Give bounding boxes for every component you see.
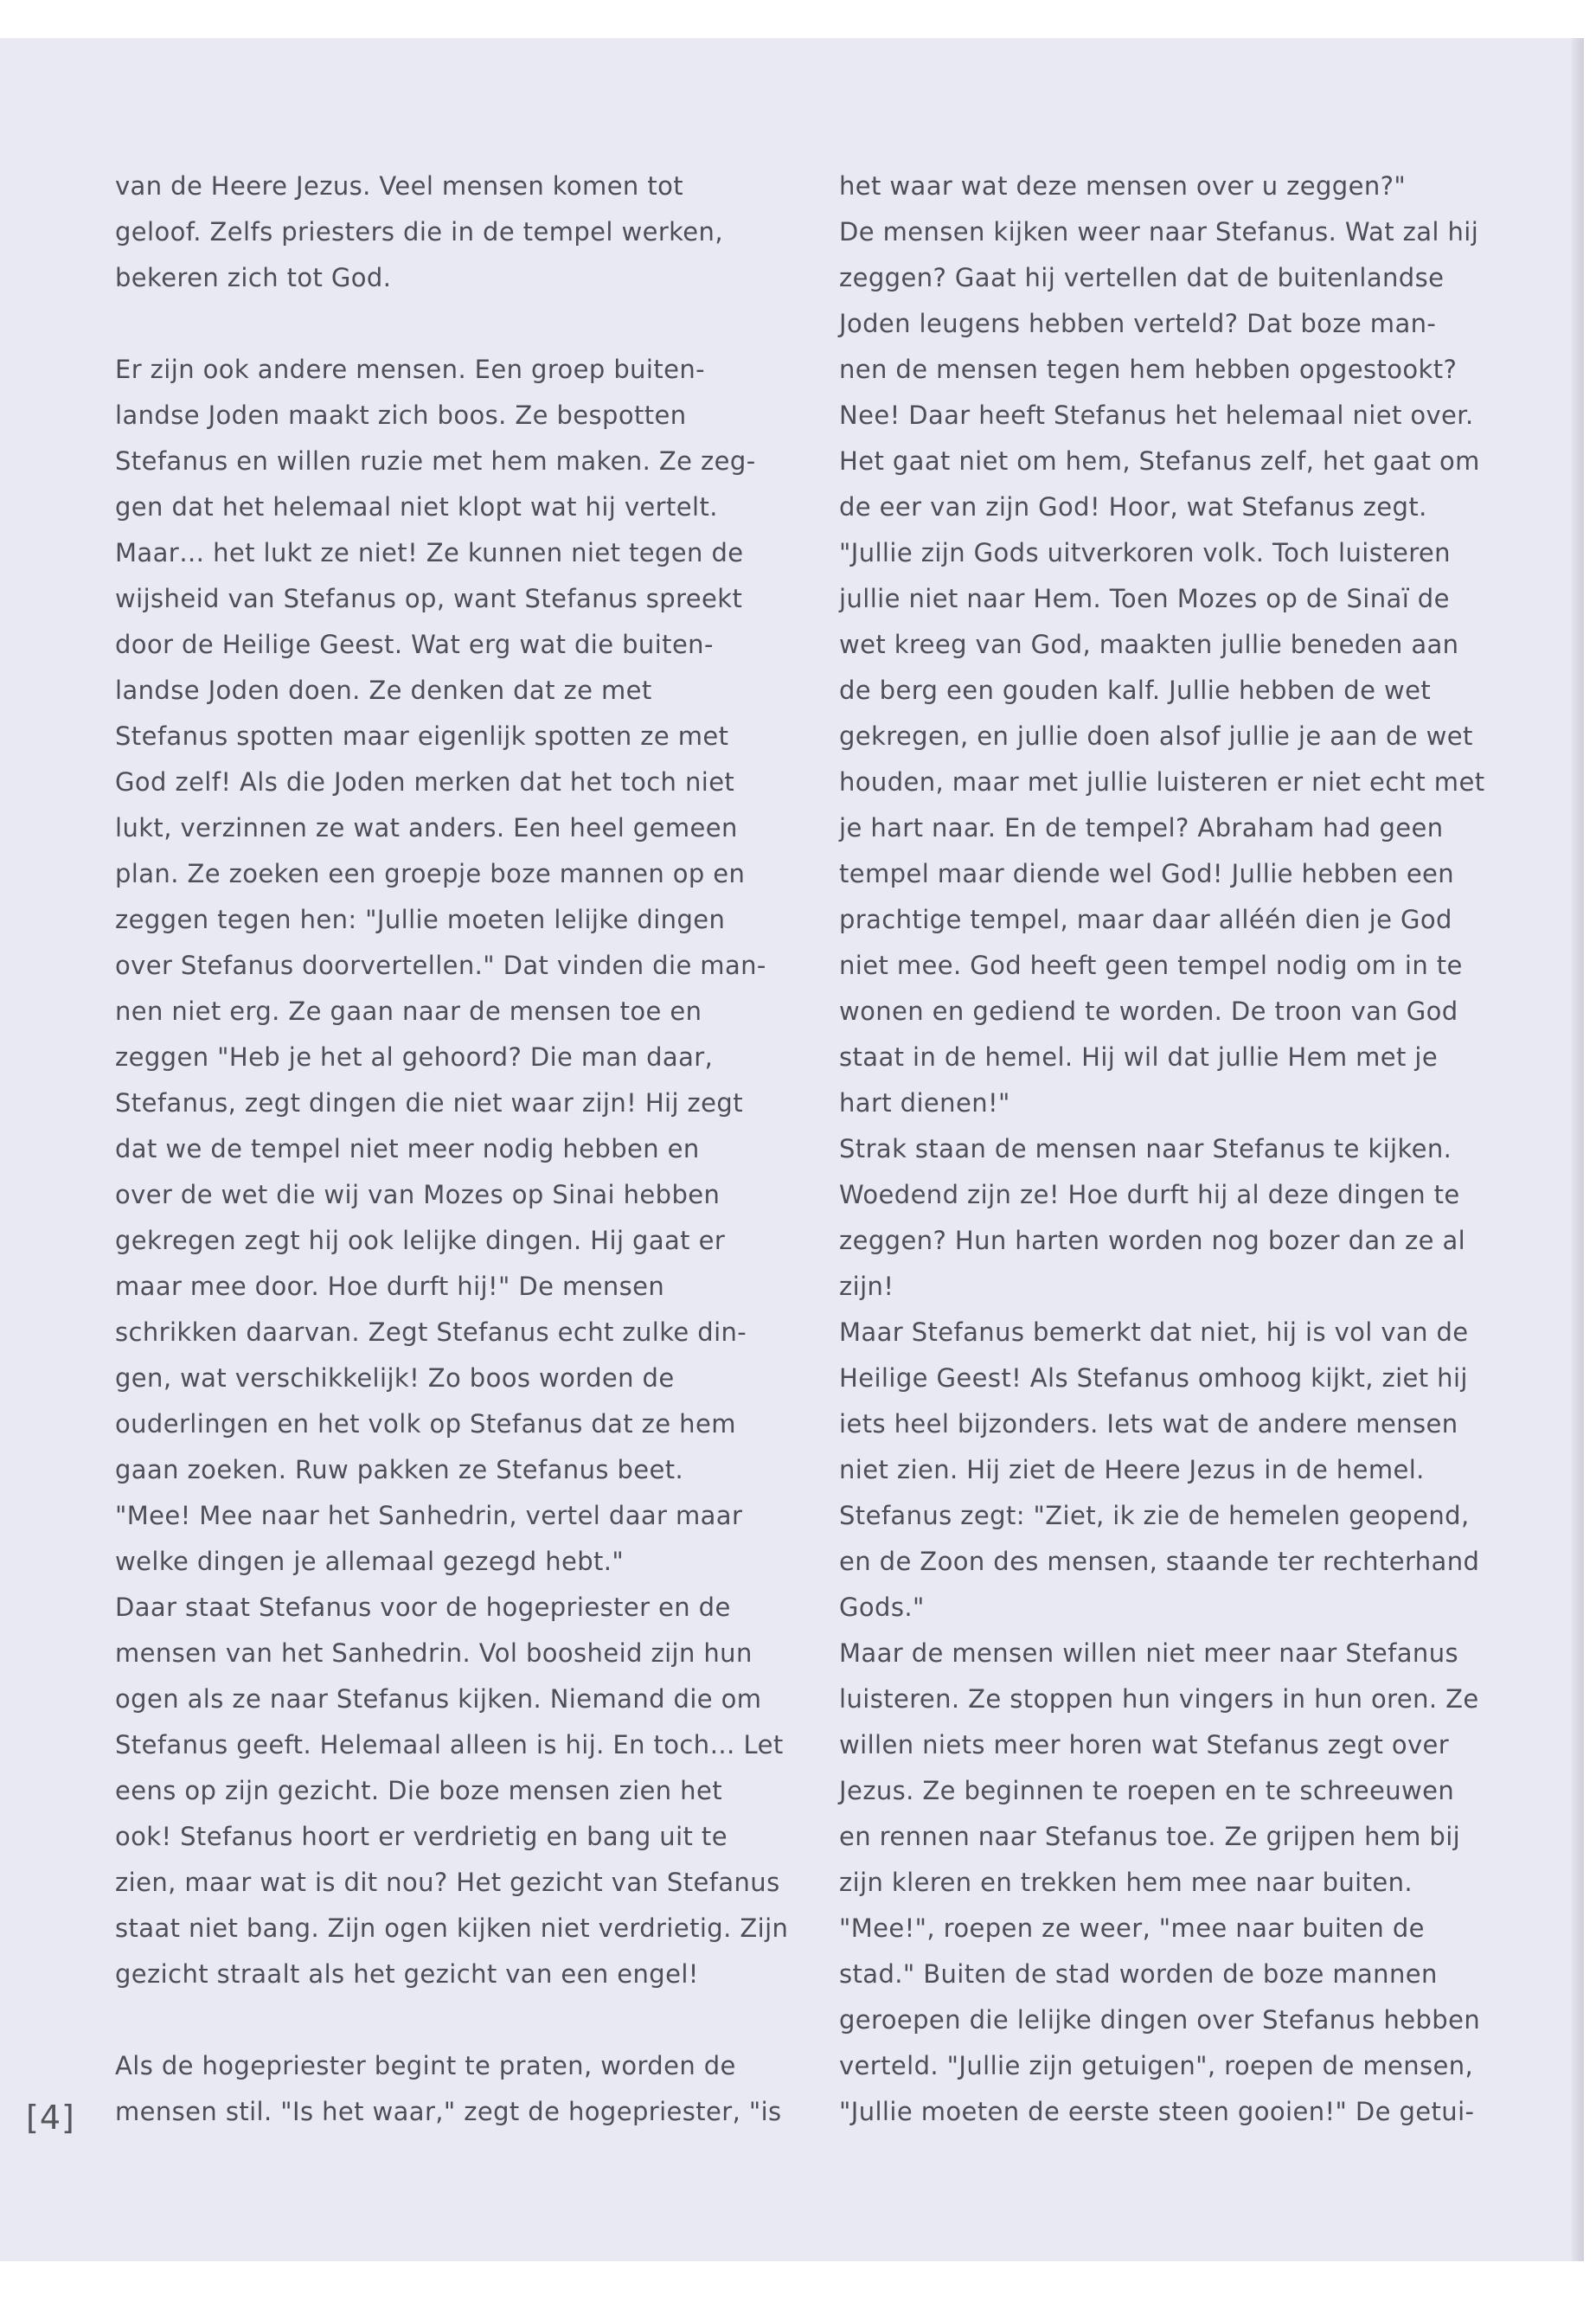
paragraph-high-priest — [115, 2043, 781, 2135]
text-line: Maar de mensen willen niet meer naar Stefanus — [839, 1638, 1458, 1668]
text-line: gen dat het helemaal niet klopt wat hij vertelt. — [115, 492, 718, 522]
text-line: prachtige tempel, maar daar alléén dien je God — [839, 905, 1452, 934]
text-line: schrikken daarvan. Zegt Stefanus echt zulke din- — [115, 1317, 747, 1347]
text-line: tempel maar diende wel God! Jullie hebben een — [839, 859, 1455, 888]
text-line: zeggen tegen hen: "Jullie moeten lelijke dingen — [115, 905, 726, 934]
text-line: door de Heilige Geest. Wat erg wat die buiten- — [115, 630, 714, 659]
paragraph-main — [115, 347, 789, 1997]
text-line: zijn! — [839, 1272, 894, 1301]
text-line: over de wet die wij van Mozes op Sinai hebben — [115, 1180, 721, 1209]
text-line: Joden leugens hebben verteld? Dat boze man- — [839, 309, 1437, 338]
text-line: iets heel bijzonders. Iets wat de andere mensen — [839, 1409, 1458, 1439]
text-line: ogen als ze naar Stefanus kijken. Niemand die om — [115, 1684, 762, 1714]
text-line: "Mee! Mee naar het Sanhedrin, vertel daar maar — [115, 1501, 743, 1530]
text-line: je hart naar. En de tempel? Abraham had geen — [839, 813, 1444, 843]
text-line: Strak staan de mensen naar Stefanus te kijken. — [839, 1134, 1452, 1163]
text-line: zien, maar wat is dit nou? Het gezicht van Stefanus — [115, 1868, 780, 1897]
text-line: Heilige Geest! Als Stefanus omhoog kijkt, ziet hij — [839, 1363, 1468, 1393]
text-line: luisteren. Ze stoppen hun vingers in hun oren. Ze — [839, 1684, 1479, 1714]
text-line: van de Heere Jezus. Veel mensen komen tot — [115, 171, 684, 201]
left-column — [115, 163, 789, 2135]
page-number: [4] — [26, 2099, 75, 2137]
text-line: verteld. "Jullie zijn getuigen", roepen de mensen, — [839, 2051, 1474, 2080]
text-line: gekregen zegt hij ook lelijke dingen. Hij gaat er — [115, 1226, 726, 1255]
text-line: ook! Stefanus hoort er verdrietig en bang uit te — [115, 1822, 727, 1851]
text-line: gaan zoeken. Ruw pakken ze Stefanus beet. — [115, 1455, 684, 1484]
text-line: welke dingen je allemaal gezegd hebt." — [115, 1547, 625, 1576]
text-line: zeggen? Gaat hij vertellen dat de buitenlandse — [839, 263, 1445, 292]
text-line: zijn kleren en trekken hem mee naar buiten. — [839, 1868, 1413, 1897]
text-line: landse Joden maakt zich boos. Ze bespotten — [115, 401, 687, 430]
text-line: zeggen "Heb je het al gehoord? Die man daar, — [115, 1042, 714, 1072]
text-line: en rennen naar Stefanus toe. Ze grijpen hem bij — [839, 1822, 1461, 1851]
text-line: wet kreeg van God, maakten jullie beneden aan — [839, 630, 1459, 659]
text-line: Stefanus geeft. Helemaal alleen is hij. En toch… Let — [115, 1730, 784, 1759]
text-line: staat niet bang. Zijn ogen kijken niet verdrietig. Zijn — [115, 1913, 789, 1943]
text-line: willen niets meer horen wat Stefanus zegt over — [839, 1730, 1450, 1759]
text-line: gekregen, en jullie doen alsof jullie je aan de wet — [839, 721, 1473, 751]
right-column — [839, 163, 1505, 2135]
text-line: over Stefanus doorvertellen." Dat vinden die man- — [115, 951, 766, 980]
page-sheet — [0, 38, 1584, 2261]
text-line: nen niet erg. Ze gaan naar de mensen toe en — [115, 997, 702, 1026]
text-line: Nee! Daar heeft Stefanus het helemaal niet over. — [839, 401, 1474, 430]
text-line: mensen stil. "Is het waar," zegt de hogepriester, "is — [115, 2097, 782, 2126]
text-line: stad." Buiten de stad worden de boze mannen — [839, 1959, 1438, 1989]
text-line: hart dienen!" — [839, 1088, 1010, 1118]
text-line: niet mee. God heeft geen tempel nodig om in te — [839, 951, 1463, 980]
text-line: ouderlingen en het volk op Stefanus dat ze hem — [115, 1409, 736, 1439]
text-line: Stefanus, zegt dingen die niet waar zijn! Hij zegt — [115, 1088, 743, 1118]
paragraph-gap — [115, 301, 781, 347]
text-line: Daar staat Stefanus voor de hogepriester en de — [115, 1593, 731, 1622]
text-line: staat in de hemel. Hij wil dat jullie Hem met je — [839, 1042, 1439, 1072]
text-line: gen, wat verschikkelijk! Zo boos worden de — [115, 1363, 675, 1393]
text-line: eens op zijn gezicht. Die boze mensen zien het — [115, 1776, 722, 1805]
text-line: geloof. Zelfs priesters die in de tempel werken, — [115, 217, 723, 247]
paragraph-intro — [115, 163, 781, 301]
text-line: Het gaat niet om hem, Stefanus zelf, het gaat om — [839, 446, 1480, 476]
text-line: bekeren zich tot God. — [115, 263, 392, 292]
text-line: en de Zoon des mensen, staande ter rechterhand — [839, 1547, 1480, 1576]
text-line: "Mee!", roepen ze weer, "mee naar buiten de — [839, 1913, 1425, 1943]
text-line: landse Joden doen. Ze denken dat ze met — [115, 676, 652, 705]
text-line: de berg een gouden kalf. Jullie hebben de wet — [839, 676, 1432, 705]
text-line: plan. Ze zoeken een groepje boze mannen op en — [115, 859, 746, 888]
text-line: Gods." — [839, 1593, 925, 1622]
text-line: jullie niet naar Hem. Toen Mozes op de Sinaï de — [839, 584, 1450, 613]
text-line: zeggen? Hun harten worden nog bozer dan ze al — [839, 1226, 1466, 1255]
text-line: dat we de tempel niet meer nodig hebben en — [115, 1134, 700, 1163]
text-line: Maar Stefanus bemerkt dat niet, hij is vol van de — [839, 1317, 1469, 1347]
text-line: "Jullie moeten de eerste steen gooien!" De getui- — [839, 2097, 1475, 2126]
text-line: houden, maar met jullie luisteren er niet echt met — [839, 767, 1485, 797]
text-line: Er zijn ook andere mensen. Een groep buiten- — [115, 355, 706, 384]
text-line: De mensen kijken weer naar Stefanus. Wat zal hij — [839, 217, 1479, 247]
text-line: Stefanus spotten maar eigenlijk spotten ze met — [115, 721, 729, 751]
text-line: het waar wat deze mensen over u zeggen?" — [839, 171, 1407, 201]
paragraph-gap — [115, 1997, 781, 2043]
text-line: geroepen die lelijke dingen over Stefanus hebben — [839, 2005, 1481, 2035]
text-line: Maar… het lukt ze niet! Ze kunnen niet tegen de — [115, 538, 744, 567]
text-line: Jezus. Ze beginnen te roepen en te schreeuwen — [839, 1776, 1455, 1805]
text-line: mensen van het Sanhedrin. Vol boosheid zijn hun — [115, 1638, 753, 1668]
text-line: nen de mensen tegen hem hebben opgestookt? — [839, 355, 1458, 384]
text-line: "Jullie zijn Gods uitverkoren volk. Toch luisteren — [839, 538, 1451, 567]
text-line: gezicht straalt als het gezicht van een engel! — [115, 1959, 699, 1989]
text-line: Woedend zijn ze! Hoe durft hij al deze dingen te — [839, 1180, 1460, 1209]
page-edge — [1572, 38, 1584, 2261]
text-line: wonen en gediend te worden. De troon van God — [839, 997, 1458, 1026]
text-line: de eer van zijn God! Hoor, wat Stefanus zegt. — [839, 492, 1427, 522]
text-line: God zelf! Als die Joden merken dat het toch niet — [115, 767, 735, 797]
text-line: Stefanus en willen ruzie met hem maken. Ze zeg- — [115, 446, 756, 476]
text-line: niet zien. Hij ziet de Heere Jezus in de hemel. — [839, 1455, 1425, 1484]
text-line: wijsheid van Stefanus op, want Stefanus spreekt — [115, 584, 743, 613]
text-line: maar mee door. Hoe durft hij!" De mensen — [115, 1272, 665, 1301]
text-line: lukt, verzinnen ze wat anders. Een heel gemeen — [115, 813, 738, 843]
text-line: Stefanus zegt: "Ziet, ik zie de hemelen geopend, — [839, 1501, 1470, 1530]
text-line: Als de hogepriester begint te praten, worden de — [115, 2051, 736, 2080]
